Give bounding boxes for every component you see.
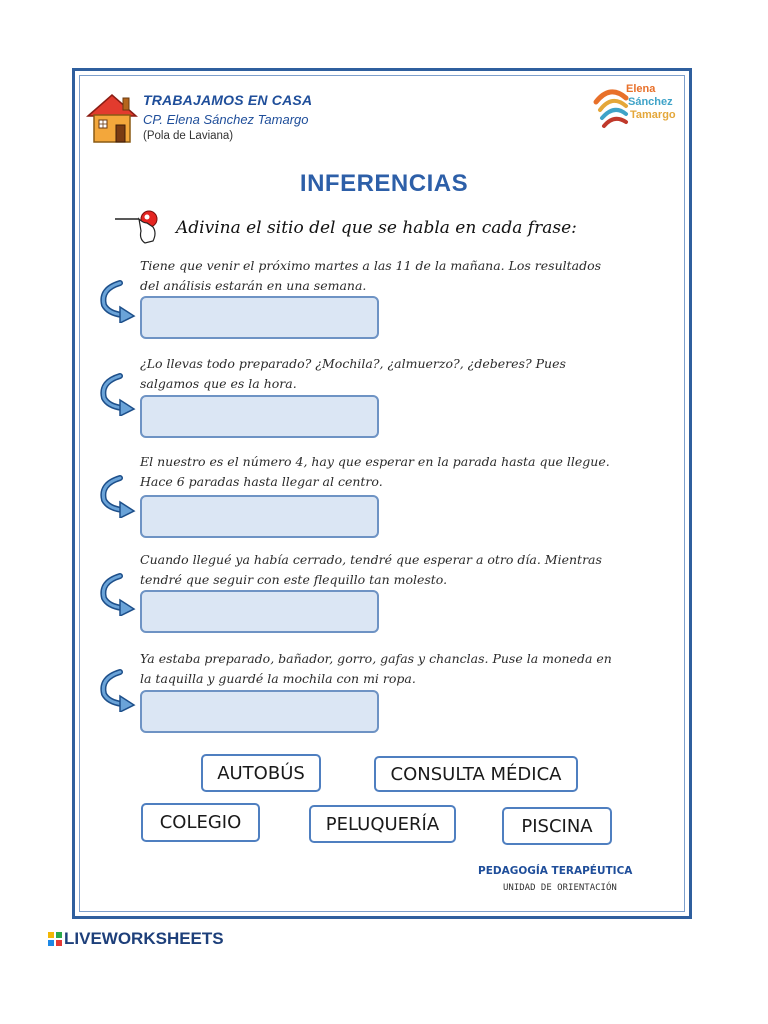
hand-pointer-icon xyxy=(113,205,169,245)
answer-field-5[interactable] xyxy=(140,690,379,733)
header-town: (Pola de Laviana) xyxy=(143,130,234,142)
curved-arrow-icon xyxy=(96,372,136,416)
header-school: CP. Elena Sánchez Tamargo xyxy=(143,112,309,127)
liveworksheets-brand[interactable] xyxy=(48,929,224,949)
house-icon xyxy=(86,92,138,144)
answer-field-4[interactable] xyxy=(140,590,379,633)
logo-line-1: Elena xyxy=(626,83,656,95)
exercise-sentence-4: Cuando llegué ya había cerrado, tendré que esperar a otro día. Mientras tendré que seguir con este flequillo tan molesto. xyxy=(140,552,602,587)
option-peluqueria[interactable]: PELUQUERÍA xyxy=(309,805,456,843)
option-colegio[interactable]: COLEGIO xyxy=(141,803,260,842)
option-piscina[interactable]: PISCINA xyxy=(502,807,612,845)
header-title: TRABAJAMOS EN CASA xyxy=(143,92,313,108)
exercise-sentence-2: ¿Lo llevas todo preparado? ¿Mochila?, ¿almuerzo?, ¿deberes? Pues salgamos que es la hora. xyxy=(140,356,566,391)
exercise-sentence-1: Tiene que venir el próximo martes a las 11 de la mañana. Los resultados del análisis estarán en una semana. xyxy=(140,258,602,293)
curved-arrow-icon xyxy=(96,572,136,616)
option-consulta-medica[interactable]: CONSULTA MÉDICA xyxy=(374,756,578,792)
exercise-sentence-3: El nuestro es el número 4, hay que esperar en la parada hasta que llegue. Hace 6 paradas hasta llegar al centro. xyxy=(140,454,610,489)
curved-arrow-icon xyxy=(96,279,136,323)
curved-arrow-icon xyxy=(96,474,136,518)
option-autobus[interactable]: AUTOBÚS xyxy=(201,754,321,792)
curved-arrow-icon xyxy=(96,668,136,712)
liveworksheets-logo-icon xyxy=(48,932,62,946)
footer-department: PEDAGOGÍA TERAPÉUTICA xyxy=(478,865,633,877)
footer-unit: UNIDAD DE ORIENTACIÓN xyxy=(503,883,617,893)
logo-line-2: Sánchez xyxy=(628,96,673,108)
answer-field-2[interactable] xyxy=(140,395,379,438)
instruction-text: Adivina el sitio del que se habla en cada frase: xyxy=(176,218,577,238)
exercise-sentence-5: Ya estaba preparado, bañador, gorro, gafas y chanclas. Puse la moneda en la taquilla y guardé la mochila con mi ropa. xyxy=(140,651,612,686)
brand-text: LIVEWORKSHEETS xyxy=(64,929,224,948)
answer-field-3[interactable] xyxy=(140,495,379,538)
logo-line-3: Tamargo xyxy=(630,109,676,121)
page-title: INFERENCIAS xyxy=(299,170,469,197)
answer-field-1[interactable] xyxy=(140,296,379,339)
